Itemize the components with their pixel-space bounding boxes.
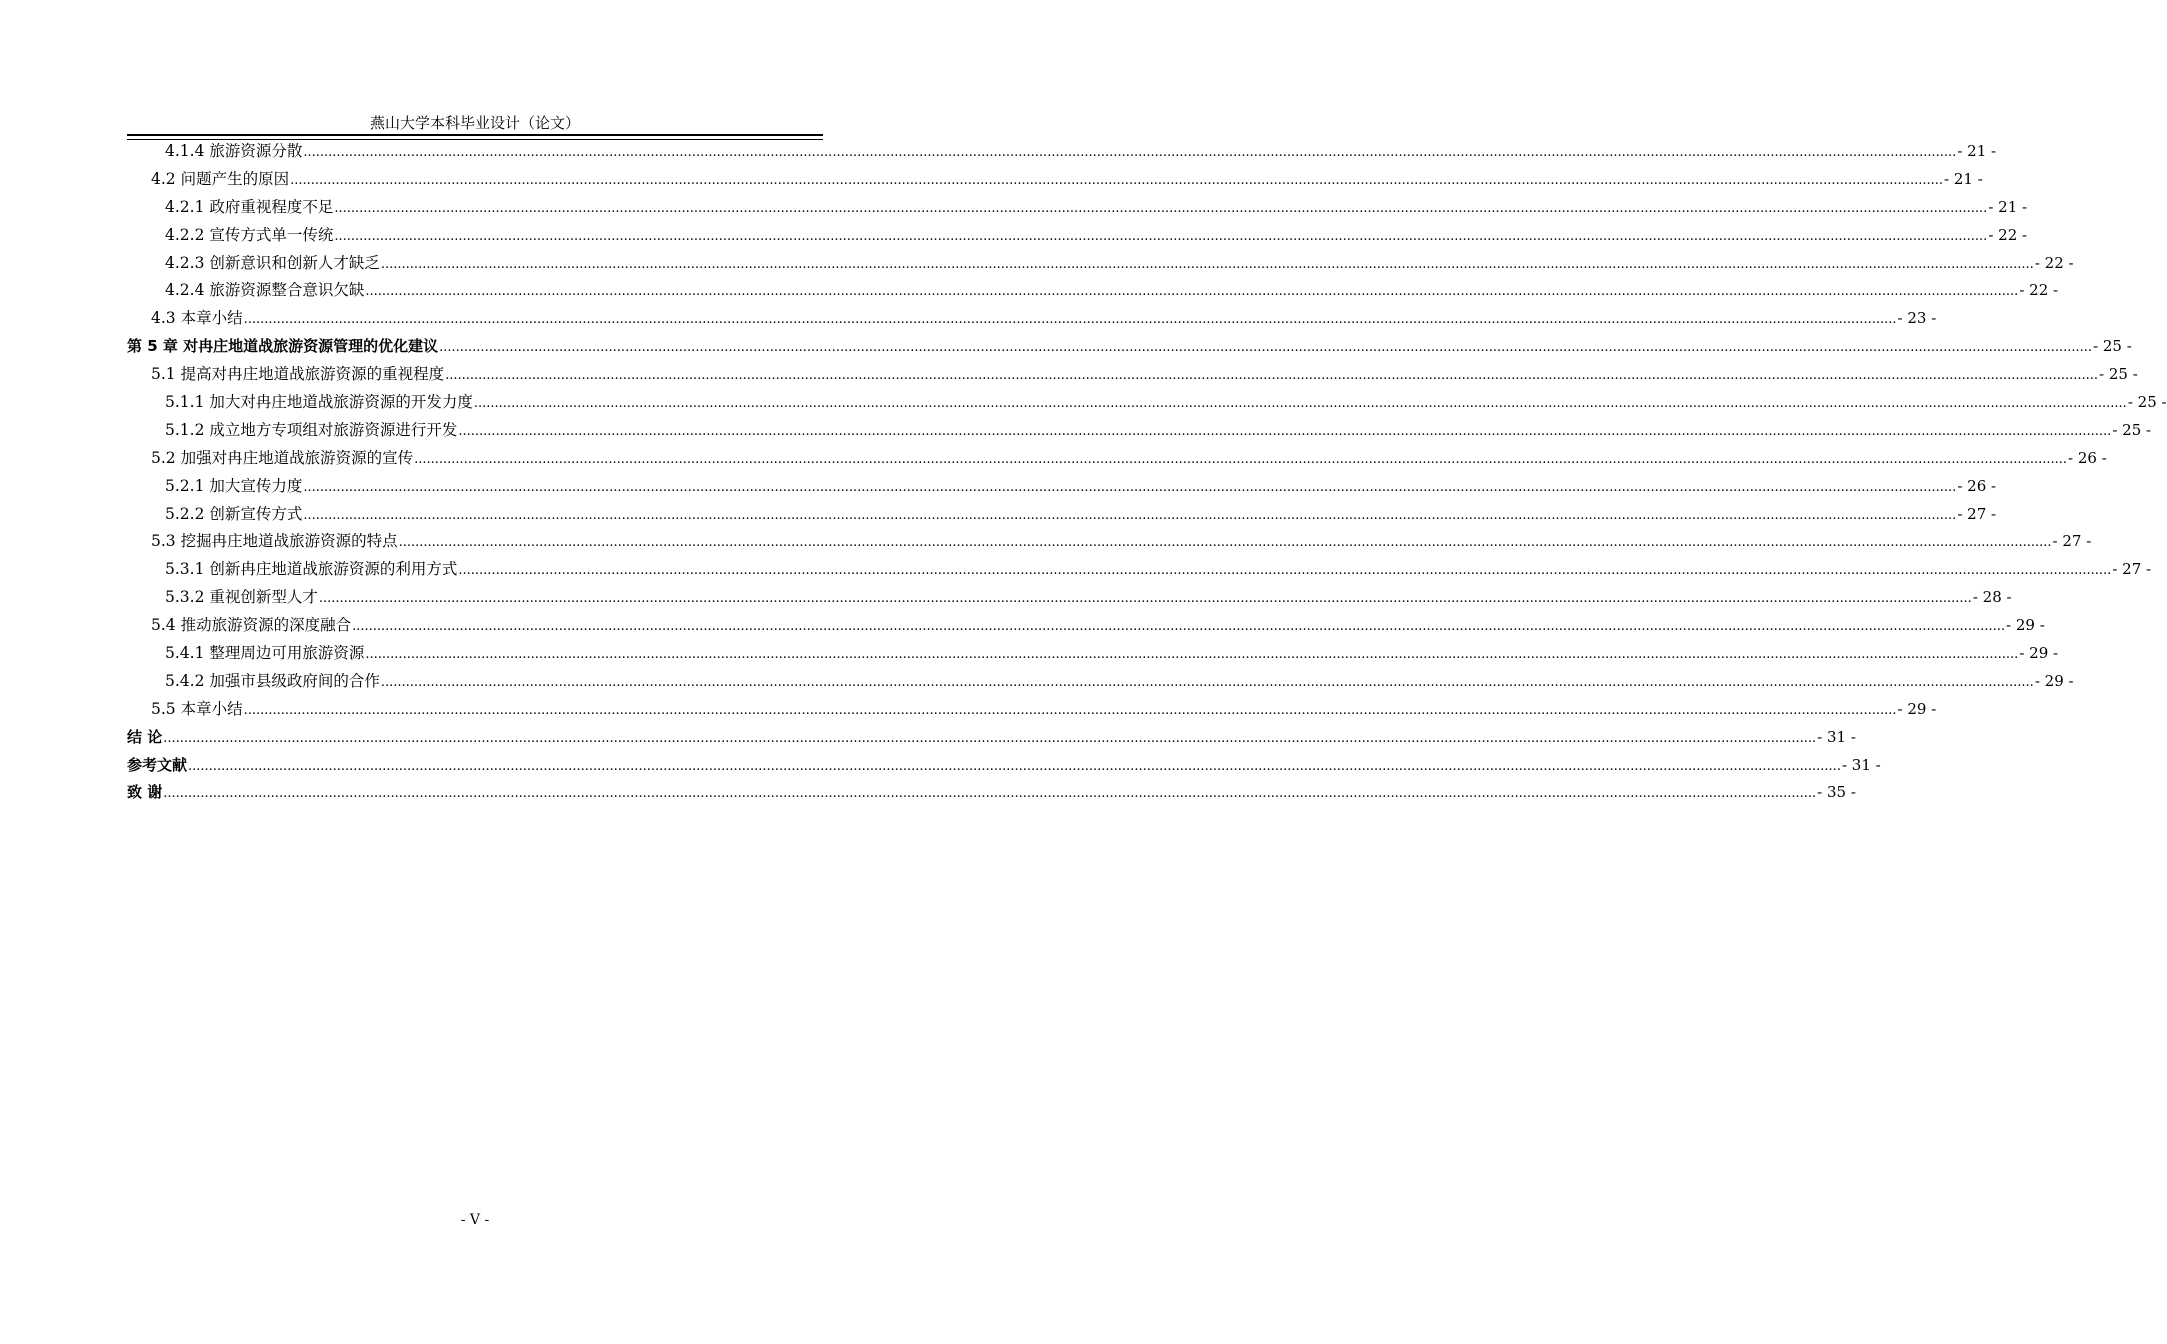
toc-leader-dots: ................................................................................................................................................................................................................................................................................................................................................................................................................: [188, 758, 1841, 774]
toc-entry-label: 参考文献: [127, 755, 188, 774]
toc-entry-label: 5.3.2 重视创新型人才: [165, 588, 318, 607]
toc-entry[interactable]: [127, 528, 2092, 556]
toc-entry-label: 5.3.1 创新冉庄地道战旅游资源的利用方式: [165, 560, 458, 579]
toc-entry-page: - 25 -: [2112, 420, 2152, 439]
toc-entry[interactable]: [127, 473, 1997, 501]
toc-entry[interactable]: [127, 501, 1997, 529]
toc-entry[interactable]: [127, 668, 2074, 696]
toc-entry-label: 5.4.1 整理周边可用旅游资源: [165, 644, 365, 663]
toc-entry[interactable]: [127, 333, 2132, 361]
toc-entry[interactable]: [127, 612, 2045, 640]
toc-entry-label: 5.1.1 加大对冉庄地道战旅游资源的开发力度: [165, 393, 473, 412]
toc-entry[interactable]: [127, 584, 2012, 612]
toc-entry-page: - 27 -: [1957, 504, 1997, 523]
toc-leader-dots: ................................................................................................................................................................................................................................................................................................................................................................................................................: [458, 423, 2112, 439]
toc-entry[interactable]: [127, 389, 2167, 417]
toc-leader-dots: ................................................................................................................................................................................................................................................................................................................................................................................................................: [303, 479, 1957, 495]
toc-entry-label: 4.2.3 创新意识和创新人才缺乏: [165, 253, 380, 272]
toc-entry-page: - 28 -: [1972, 588, 2012, 607]
toc-entry-page: - 29 -: [2006, 616, 2045, 635]
toc-leader-dots: ................................................................................................................................................................................................................................................................................................................................................................................................................: [458, 563, 2112, 579]
toc-leader-dots: ................................................................................................................................................................................................................................................................................................................................................................................................................: [380, 674, 2034, 690]
toc-entry-page: - 29 -: [2019, 644, 2059, 663]
toc-entry-page: - 25 -: [2093, 337, 2132, 356]
toc-entry-page: - 26 -: [1957, 476, 1997, 495]
toc-entry-page: - 31 -: [1817, 727, 1856, 746]
toc-leader-dots: ................................................................................................................................................................................................................................................................................................................................................................................................................: [352, 619, 2006, 635]
toc-entry[interactable]: [127, 250, 2074, 278]
toc-entry[interactable]: [127, 417, 2152, 445]
toc-entry[interactable]: [127, 305, 1937, 333]
toc-entry-page: - 35 -: [1817, 783, 1856, 802]
toc-leader-dots: ................................................................................................................................................................................................................................................................................................................................................................................................................: [473, 396, 2127, 412]
toc-entry-label: 4.1.4 旅游资源分散: [165, 142, 303, 160]
toc-entry-page: - 22 -: [1988, 225, 2028, 244]
toc-entry[interactable]: [127, 640, 2059, 668]
toc-entry-label: 4.3 本章小结: [151, 309, 243, 328]
toc-entry-label: 5.2.1 加大宣传力度: [165, 476, 303, 495]
toc-entry[interactable]: [127, 696, 1937, 724]
toc-leader-dots: ................................................................................................................................................................................................................................................................................................................................................................................................................: [365, 284, 2019, 300]
toc-entry-label: 4.2 问题产生的原因: [151, 169, 290, 188]
page-header-title: 燕山大学本科毕业设计（论文）: [369, 114, 580, 132]
toc-entry-label: 5.1 提高对冉庄地道战旅游资源的重视程度: [151, 365, 445, 384]
toc-leader-dots: ................................................................................................................................................................................................................................................................................................................................................................................................................: [303, 507, 1957, 523]
toc-entry-page: - 25 -: [2127, 393, 2167, 412]
toc-entry-page: - 27 -: [2052, 532, 2092, 551]
toc-entry[interactable]: [127, 556, 2152, 584]
toc-entry-page: - 22 -: [2034, 253, 2074, 272]
toc-entry-label: 4.2.1 政府重视程度不足: [165, 197, 334, 216]
toc-entry-page: - 29 -: [2034, 671, 2074, 690]
toc-entry[interactable]: [127, 277, 2059, 305]
toc-entry[interactable]: [127, 222, 2028, 250]
table-of-contents: [127, 138, 2167, 807]
toc-entry[interactable]: [127, 724, 1856, 752]
toc-leader-dots: ................................................................................................................................................................................................................................................................................................................................................................................................................: [398, 535, 2052, 551]
toc-leader-dots: ................................................................................................................................................................................................................................................................................................................................................................................................................: [365, 647, 2019, 663]
toc-entry-label: 5.2 加强对冉庄地道战旅游资源的宣传: [151, 448, 414, 467]
toc-entry-page: - 26 -: [2068, 448, 2107, 467]
toc-entry[interactable]: [127, 752, 1881, 780]
toc-leader-dots: ................................................................................................................................................................................................................................................................................................................................................................................................................: [445, 368, 2099, 384]
toc-entry-label: 5.2.2 创新宣传方式: [165, 504, 303, 523]
toc-entry-page: - 27 -: [2112, 560, 2152, 579]
toc-entry-label: 5.4.2 加强市县级政府间的合作: [165, 671, 380, 690]
toc-entry[interactable]: [127, 166, 1983, 194]
toc-leader-dots: ................................................................................................................................................................................................................................................................................................................................................................................................................: [163, 786, 1817, 802]
toc-entry[interactable]: [127, 361, 2138, 389]
toc-entry-page: - 29 -: [1897, 699, 1937, 718]
toc-entry-label: 4.2.2 宣传方式单一传统: [165, 225, 334, 244]
toc-leader-dots: ................................................................................................................................................................................................................................................................................................................................................................................................................: [243, 702, 1897, 718]
toc-leader-dots: ................................................................................................................................................................................................................................................................................................................................................................................................................: [439, 340, 2093, 356]
toc-leader-dots: ................................................................................................................................................................................................................................................................................................................................................................................................................: [163, 730, 1817, 746]
toc-leader-dots: ................................................................................................................................................................................................................................................................................................................................................................................................................: [303, 145, 1957, 160]
toc-entry[interactable]: [127, 194, 2028, 222]
toc-entry-page: - 21 -: [1944, 169, 1983, 188]
toc-entry-page: - 21 -: [1957, 142, 1997, 160]
toc-entry-page: - 31 -: [1841, 755, 1881, 774]
toc-entry-label: 5.5 本章小结: [151, 699, 243, 718]
toc-leader-dots: ................................................................................................................................................................................................................................................................................................................................................................................................................: [414, 451, 2068, 467]
toc-leader-dots: ................................................................................................................................................................................................................................................................................................................................................................................................................: [318, 591, 1972, 607]
toc-entry[interactable]: [127, 445, 2107, 473]
toc-leader-dots: ................................................................................................................................................................................................................................................................................................................................................................................................................: [290, 172, 1944, 188]
toc-entry[interactable]: [127, 779, 1856, 807]
toc-leader-dots: ................................................................................................................................................................................................................................................................................................................................................................................................................: [243, 312, 1897, 328]
toc-leader-dots: ................................................................................................................................................................................................................................................................................................................................................................................................................: [380, 256, 2034, 272]
toc-entry-page: - 23 -: [1897, 309, 1937, 328]
toc-entry-label: 5.3 挖掘冉庄地道战旅游资源的特点: [151, 532, 398, 551]
toc-entry-label: 5.1.2 成立地方专项组对旅游资源进行开发: [165, 420, 458, 439]
toc-leader-dots: ................................................................................................................................................................................................................................................................................................................................................................................................................: [334, 228, 1988, 244]
toc-entry-page: - 21 -: [1988, 197, 2028, 216]
toc-entry-label: 结 论: [127, 727, 163, 746]
toc-entry-page: - 25 -: [2099, 365, 2138, 384]
toc-entry-label: 4.2.4 旅游资源整合意识欠缺: [165, 281, 365, 300]
toc-entry-label: 5.4 推动旅游资源的深度融合: [151, 616, 352, 635]
toc-leader-dots: ................................................................................................................................................................................................................................................................................................................................................................................................................: [334, 200, 1988, 216]
toc-entry-page: - 22 -: [2019, 281, 2059, 300]
toc-entry[interactable]: [127, 138, 1997, 166]
toc-entry-label: 第 5 章 对冉庄地道战旅游资源管理的优化建议: [127, 337, 439, 356]
page-number: - V -: [460, 1212, 490, 1228]
toc-entry-label: 致 谢: [127, 783, 163, 802]
header-rule-thick: [127, 134, 823, 136]
